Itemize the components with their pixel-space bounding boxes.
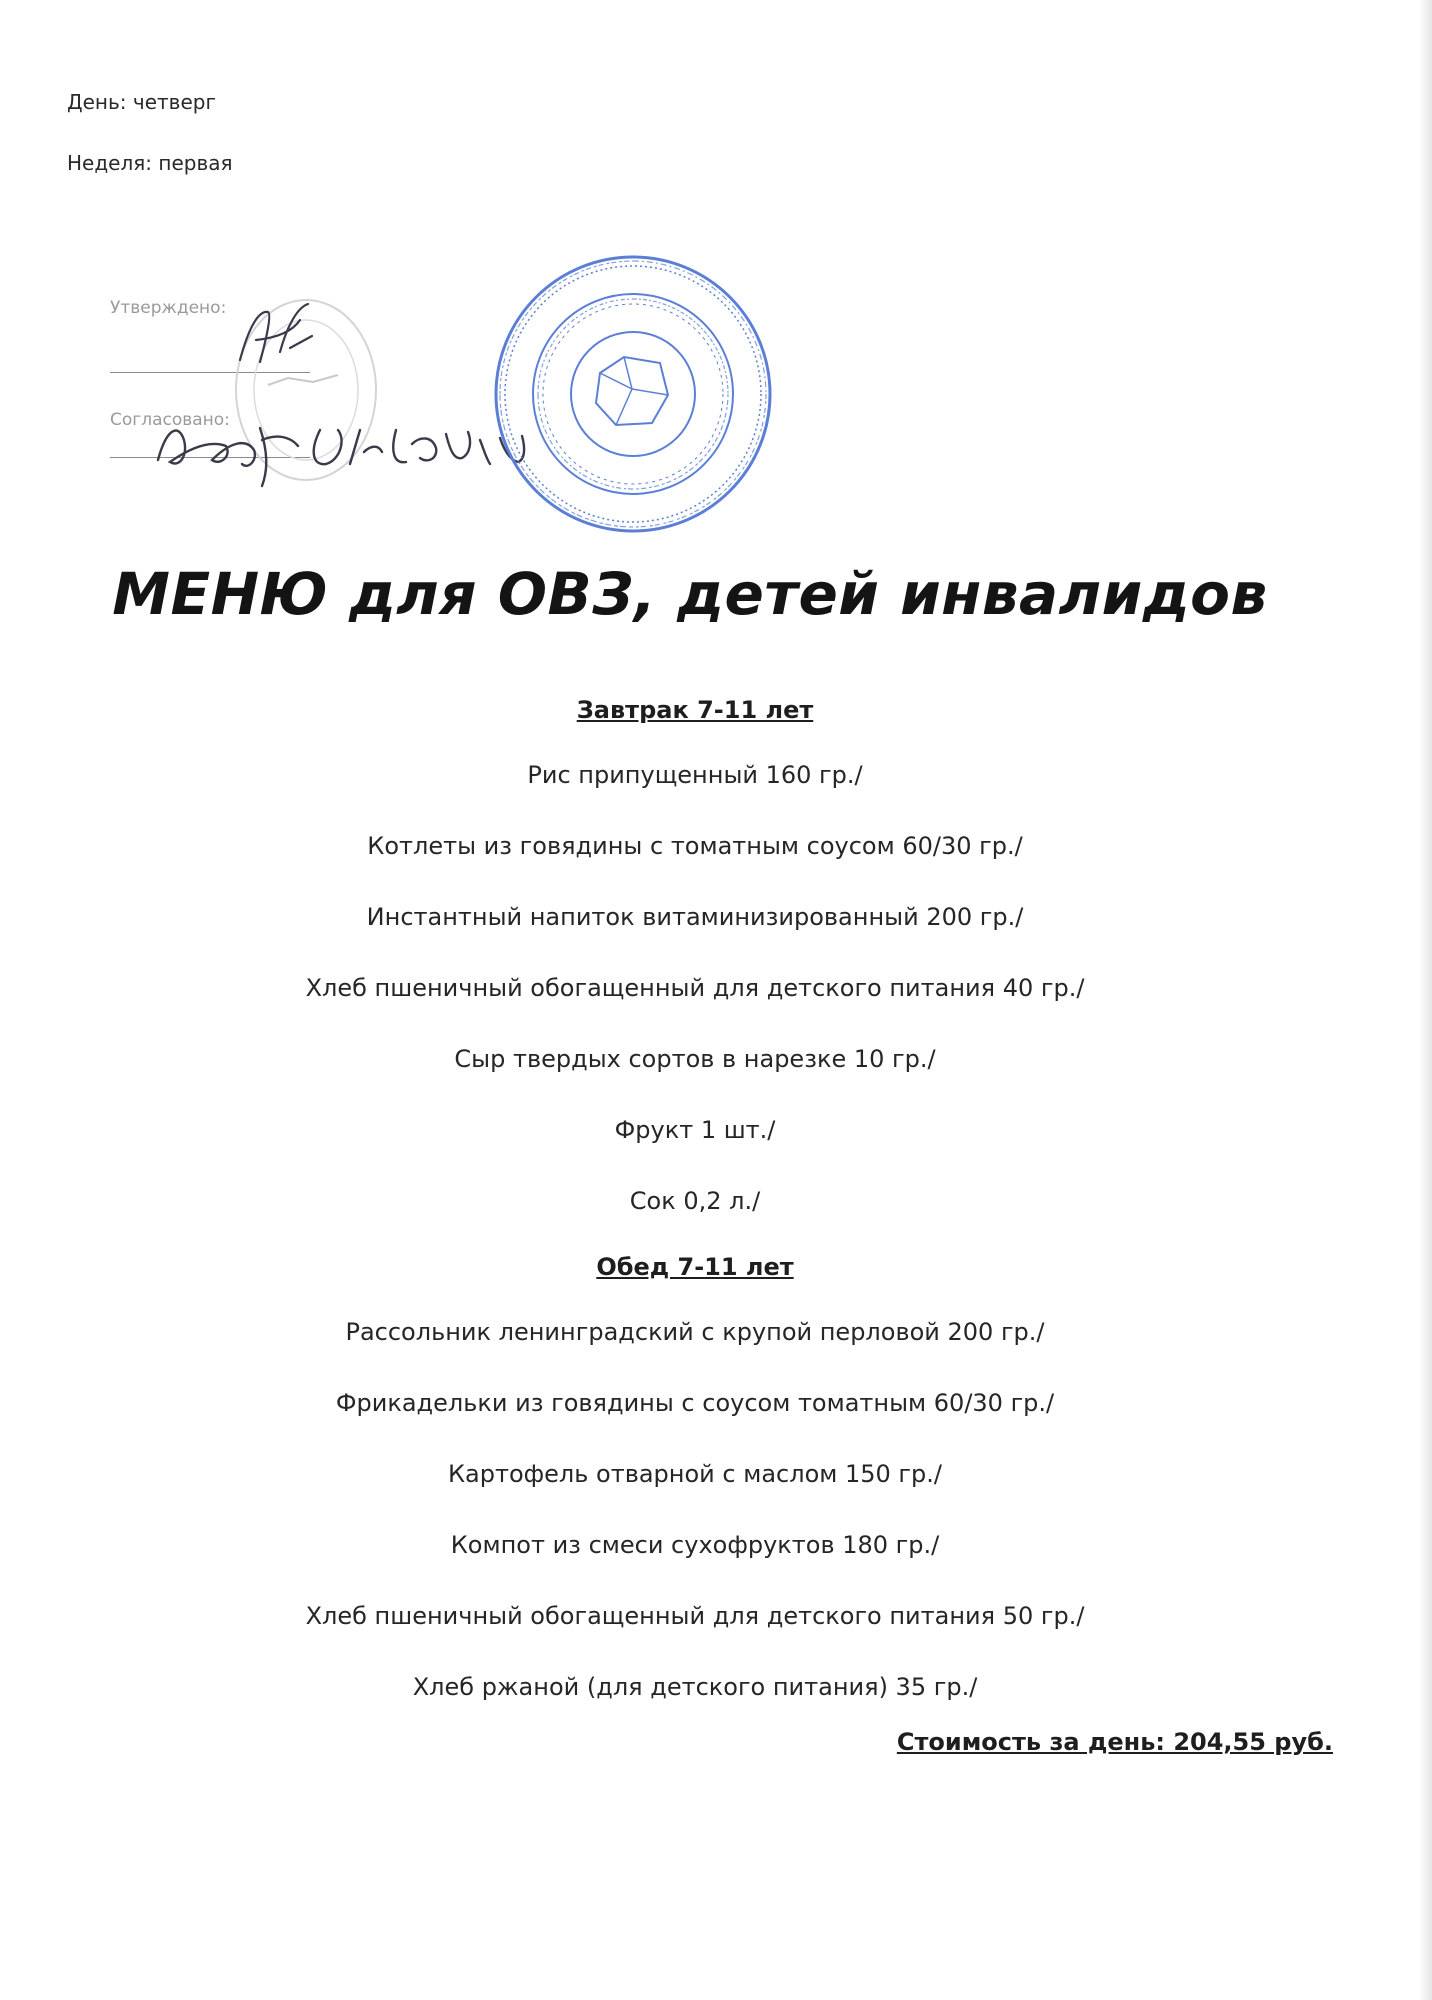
menu-item: Компот из смеси сухофруктов 180 гр./ [450, 1531, 940, 1559]
menu-item: Сыр твердых сортов в нарезке 10 гр./ [454, 1045, 936, 1073]
menu-item: Котлеты из говядины с томатным соусом 60/30 гр./ [367, 832, 1023, 860]
menu-item: Инстантный напиток витаминизированный 200 гр./ [366, 903, 1024, 931]
approved-label: Утверждено: [110, 298, 227, 318]
menu-item: Картофель отварной с маслом 150 гр./ [448, 1460, 942, 1488]
breakfast-list [0, 740, 1390, 1237]
menu-item: Сок 0,2 л./ [629, 1187, 761, 1215]
lunch-list [0, 1297, 1390, 1723]
daily-cost: Стоимость за день: 204,55 руб. [896, 1728, 1333, 1756]
week-label: Неделя: первая [67, 151, 233, 175]
lunch-heading: Обед 7-11 лет [596, 1253, 794, 1281]
agreement-signature [150, 400, 540, 490]
menu-list [0, 680, 1390, 1723]
official-stamp [492, 253, 774, 535]
menu-item: Хлеб пшеничный обогащенный для детского питания 50 гр./ [305, 1602, 1085, 1630]
agreed-label: Согласовано: [110, 410, 230, 430]
menu-item: Хлеб пшеничный обогащенный для детского питания 40 гр./ [305, 974, 1085, 1002]
page-edge [1418, 0, 1432, 2000]
day-label: День: четверг [67, 90, 216, 114]
menu-item: Фрукт 1 шт./ [614, 1116, 776, 1144]
menu-item: Рассольник ленинградский с крупой перловой 200 гр./ [345, 1318, 1045, 1346]
menu-item: Рис припущенный 160 гр./ [527, 761, 863, 789]
breakfast-heading: Завтрак 7-11 лет [576, 696, 814, 724]
approval-signature [220, 290, 330, 380]
menu-item: Хлеб ржаной (для детского питания) 35 гр./ [412, 1673, 978, 1701]
page-title: МЕНЮ для ОВЗ, детей инвалидов [112, 560, 1268, 628]
menu-item: Фрикадельки из говядины с соусом томатным 60/30 гр./ [335, 1389, 1055, 1417]
